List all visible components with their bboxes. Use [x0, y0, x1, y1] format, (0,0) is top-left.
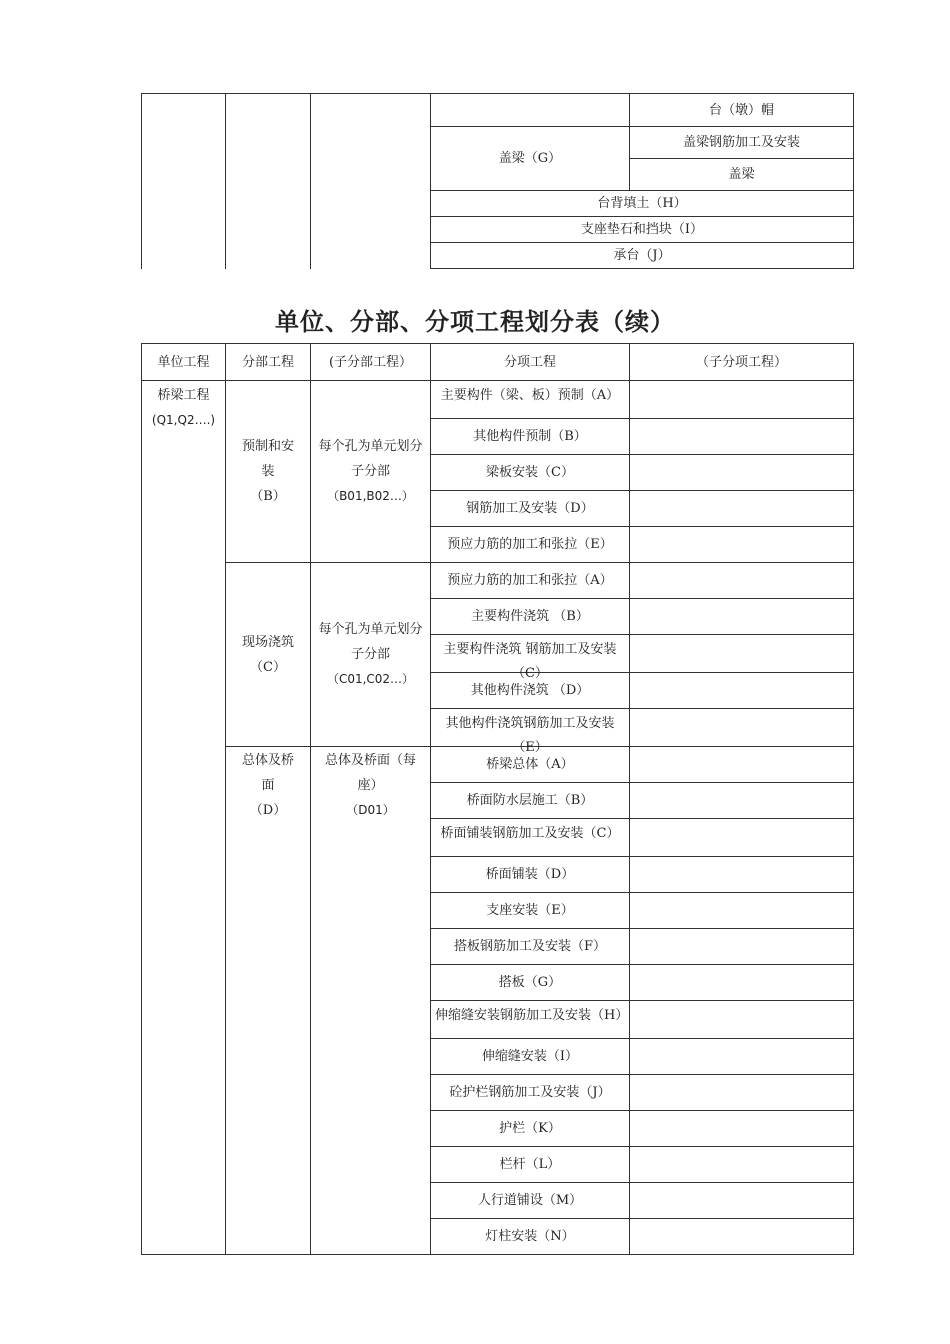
- subitem-cell: [630, 893, 854, 929]
- subitem-cell: [630, 709, 854, 747]
- subitem-cell: [630, 965, 854, 1001]
- item-cell: 主要构件浇筑 （B）: [431, 599, 630, 635]
- subitem-cell: [630, 1039, 854, 1075]
- subitem-cell: [630, 1183, 854, 1219]
- subitem-cell: [630, 929, 854, 965]
- subitem-cell: [630, 599, 854, 635]
- item-cell: 预应力筋的加工和张拉（E）: [431, 527, 630, 563]
- continuation-table: [141, 93, 854, 269]
- page-title: 单位、分部、分项工程划分表（续）: [275, 307, 675, 336]
- division-c: [226, 563, 311, 747]
- subdivision-d: [311, 747, 431, 1255]
- division-table: [141, 343, 854, 1255]
- item-cell: 主要构件（梁、板）预制（A）: [431, 381, 630, 419]
- division-code: （C）: [250, 659, 286, 675]
- subitem-cell: [630, 491, 854, 527]
- item-cell: 桥面防水层施工（B）: [431, 783, 630, 819]
- item-cell: 预应力筋的加工和张拉（A）: [431, 563, 630, 599]
- subdivision-code: （D01）: [346, 803, 395, 817]
- subitem-cell: 盖梁: [630, 159, 854, 191]
- division-name: 总体及桥面: [241, 753, 294, 793]
- item-cell: 桥梁总体（A）: [431, 747, 630, 783]
- division-b: [226, 381, 311, 563]
- subitem-cell: [630, 635, 854, 673]
- subdivision-code: （B01,B02…）: [327, 489, 414, 503]
- subitem-cell: 台（墩）帽: [630, 94, 854, 127]
- item-cell: 伸缩缝安装（I）: [431, 1039, 630, 1075]
- unit-name-cell: [142, 381, 226, 1255]
- subitem-cell: [630, 1001, 854, 1039]
- division-name: 现场浇筑: [241, 634, 294, 650]
- subitem-cell: [630, 1075, 854, 1111]
- item-cell: 其他构件浇筑 （D）: [431, 673, 630, 709]
- subdivision-name: 每个孔为单元划分子分部: [318, 439, 423, 479]
- subitem-cell: [630, 1111, 854, 1147]
- item-cell: 其他构件浇筑钢筋加工及安装（E）: [431, 709, 630, 747]
- subitem-cell: [630, 857, 854, 893]
- division-d: [226, 747, 311, 1255]
- header-subdivision: (子分部工程）: [311, 344, 431, 381]
- item-cell: 支座垫石和挡块（I）: [431, 217, 854, 243]
- subitem-cell: [630, 563, 854, 599]
- subitem-cell: [630, 819, 854, 857]
- subitem-cell: 盖梁钢筋加工及安装: [630, 127, 854, 159]
- subitem-cell: [630, 673, 854, 709]
- item-cell: 桥面铺装钢筋加工及安装（C）: [431, 819, 630, 857]
- subdivision-c: [311, 563, 431, 747]
- header-item: 分项工程: [431, 344, 630, 381]
- item-cell: 伸缩缝安装钢筋加工及安装（H）: [431, 1001, 630, 1039]
- item-cell: 其他构件预制（B）: [431, 419, 630, 455]
- division-code: （D）: [249, 803, 287, 818]
- item-cell: 台背填土（H）: [431, 191, 854, 217]
- unit-code: (Q1,Q2….): [151, 413, 216, 427]
- item-cell: 人行道铺设（M）: [431, 1183, 630, 1219]
- header-division: 分部工程: [226, 344, 311, 381]
- subitem-cell: [630, 381, 854, 419]
- item-cell: 砼护栏钢筋加工及安装（J）: [431, 1075, 630, 1111]
- subitem-cell: [630, 527, 854, 563]
- item-cell: [431, 94, 630, 127]
- subitem-cell: [630, 455, 854, 491]
- item-cell: 梁板安装（C）: [431, 455, 630, 491]
- division-name: 预制和安装: [241, 439, 294, 479]
- subitem-cell: [630, 747, 854, 783]
- subitem-cell: [630, 419, 854, 455]
- subdivision-b: [311, 381, 431, 563]
- item-cell: 搭板钢筋加工及安装（F）: [431, 929, 630, 965]
- item-cell: 支座安装（E）: [431, 893, 630, 929]
- subdivision-name: 总体及桥面（每座）: [324, 753, 416, 793]
- item-cell: 钢筋加工及安装（D）: [431, 491, 630, 527]
- header-unit: 单位工程: [142, 344, 226, 381]
- unit-name: 桥梁工程: [157, 388, 210, 403]
- item-cell: 搭板（G）: [431, 965, 630, 1001]
- item-cell: 盖梁（G）: [431, 127, 630, 191]
- division-code: （B）: [250, 489, 286, 504]
- subitem-cell: [630, 1219, 854, 1255]
- unit-cell: [142, 94, 226, 269]
- item-cell: 灯柱安装（N）: [431, 1219, 630, 1255]
- division-cell: [226, 94, 311, 269]
- item-cell: 主要构件浇筑 钢筋加工及安装（C）: [431, 635, 630, 673]
- item-cell: 桥面铺装（D）: [431, 857, 630, 893]
- subdivision-cell: [311, 94, 431, 269]
- item-cell: 护栏（K）: [431, 1111, 630, 1147]
- subitem-cell: [630, 783, 854, 819]
- subitem-cell: [630, 1147, 854, 1183]
- item-cell: 承台（J）: [431, 243, 854, 269]
- subdivision-name: 每个孔为单元划分子分部: [318, 622, 423, 662]
- header-subitem: （子分项工程）: [630, 344, 854, 381]
- item-cell: 栏杆（L）: [431, 1147, 630, 1183]
- subdivision-code: （C01,C02…）: [326, 672, 415, 686]
